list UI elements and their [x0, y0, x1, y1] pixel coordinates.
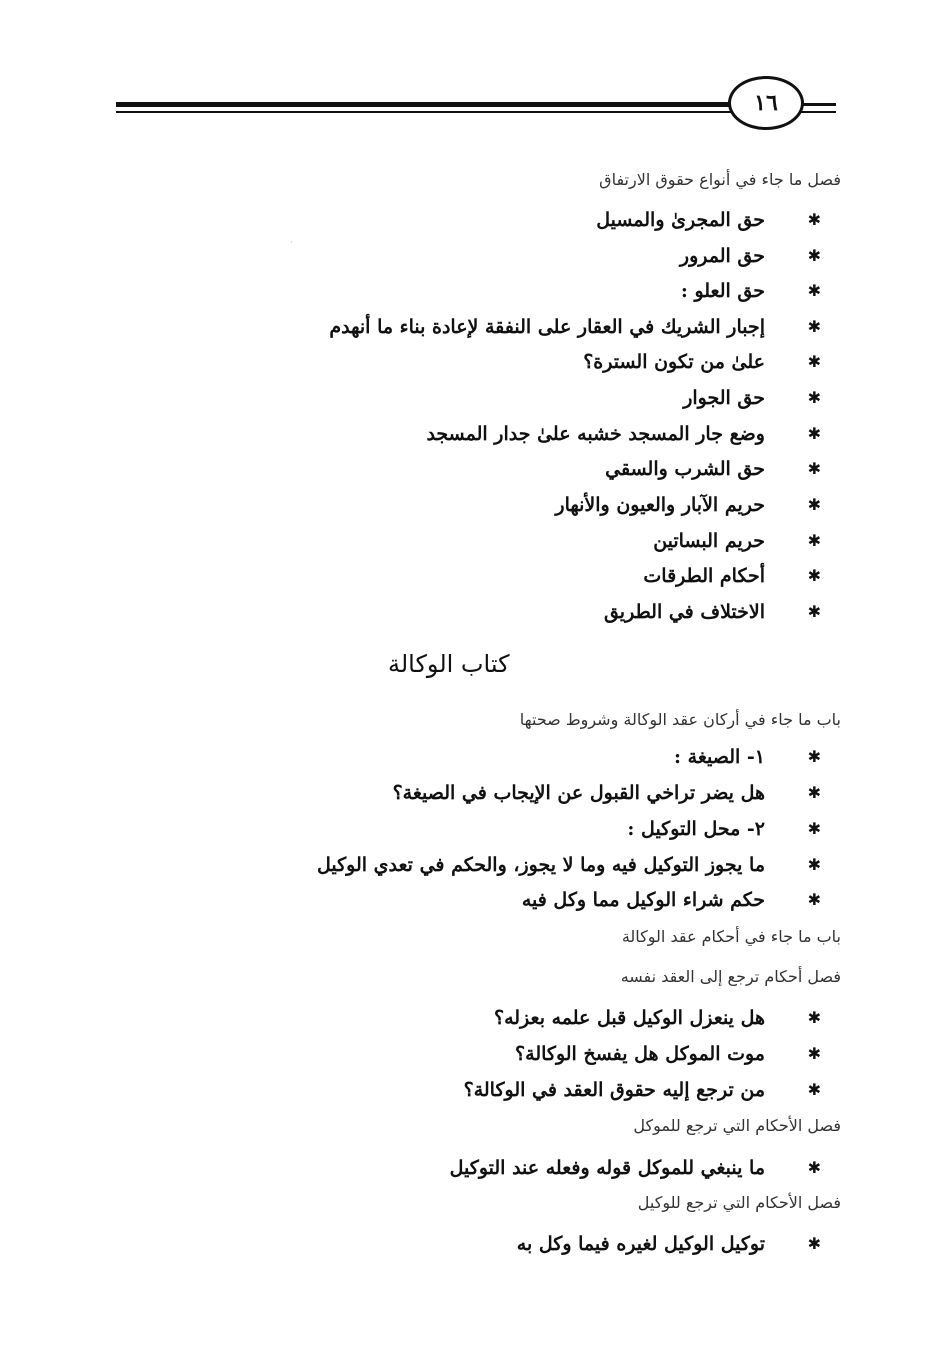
section-heading: باب ما جاء في أحكام عقد الوكالة [621, 927, 841, 946]
list-item: حريم البساتين [653, 530, 765, 552]
list-item: وضع جار المسجد خشبه علىٰ جدار المسجد [426, 423, 765, 445]
list-item: حريم الآبار والعيون والأنهار [555, 494, 765, 516]
bullet-star-icon: ✱ [807, 459, 821, 478]
section-heading: باب ما جاء في أركان عقد الوكالة وشروط صحتها [519, 710, 841, 729]
bullet-star-icon: ✱ [807, 819, 821, 838]
bullet-star-icon: ✱ [807, 281, 821, 300]
list-item: حق المرور [679, 245, 765, 267]
list-item: علىٰ من تكون السترة؟ [583, 351, 765, 373]
list-item: حكم شراء الوكيل مما وكل فيه [521, 889, 765, 911]
list-item: من ترجع إليه حقوق العقد في الوكالة؟ [463, 1079, 765, 1101]
page-number: ١٦ [728, 76, 804, 130]
bullet-star-icon: ✱ [807, 352, 821, 371]
list-item: هل يضر تراخي القبول عن الإيجاب في الصيغة؟ [392, 782, 765, 804]
bullet-star-icon: ✱ [807, 1008, 821, 1027]
section-heading: فصل ما جاء في أنواع حقوق الارتفاق [599, 170, 841, 189]
bullet-star-icon: ✱ [807, 495, 821, 514]
bullet-star-icon: ✱ [807, 566, 821, 585]
bullet-star-icon: ✱ [807, 424, 821, 443]
list-item: حق العلو : [680, 280, 765, 302]
list-item: ٢- محل التوكيل : [627, 818, 765, 840]
section-heading: فصل الأحكام التي ترجع للوكيل [637, 1193, 841, 1212]
list-item: ١- الصيغة : [674, 746, 765, 768]
bullet-star-icon: ✱ [807, 317, 821, 336]
list-item: إجبار الشريك في العقار على النفقة لإعادة بناء ما أنهدم [329, 316, 765, 338]
list-item: حق الجوار [683, 387, 765, 409]
stray-mark: · [290, 238, 293, 247]
list-item: هل ينعزل الوكيل قبل علمه بعزله؟ [493, 1007, 765, 1029]
bullet-star-icon: ✱ [807, 210, 821, 229]
list-item: موت الموكل هل يفسخ الوكالة؟ [515, 1043, 765, 1065]
bullet-star-icon: ✱ [807, 246, 821, 265]
section-heading: فصل أحكام ترجع إلى العقد نفسه [620, 967, 841, 986]
bullet-star-icon: ✱ [807, 1158, 821, 1177]
bullet-star-icon: ✱ [807, 1044, 821, 1063]
list-item: الاختلاف في الطريق [603, 601, 765, 623]
bullet-star-icon: ✱ [807, 1234, 821, 1253]
bullet-star-icon: ✱ [807, 531, 821, 550]
list-item: أحكام الطرقات [643, 565, 765, 587]
list-item: توكيل الوكيل لغيره فيما وكل به [516, 1233, 765, 1255]
bullet-star-icon: ✱ [807, 388, 821, 407]
bullet-star-icon: ✱ [807, 602, 821, 621]
section-heading: فصل الأحكام التي ترجع للموكل [633, 1116, 841, 1135]
bullet-star-icon: ✱ [807, 855, 821, 874]
bullet-star-icon: ✱ [807, 890, 821, 909]
list-item: حق المجرىٰ والمسيل [596, 209, 765, 231]
book-title: كتاب الوكالة [388, 650, 510, 678]
list-item: ما يجوز التوكيل فيه وما لا يجوز، والحكم في تعدي الوكيل [316, 854, 765, 876]
list-item: حق الشرب والسقي [605, 458, 765, 480]
list-item: ما ينبغي للموكل قوله وفعله عند التوكيل [449, 1157, 765, 1179]
bullet-star-icon: ✱ [807, 1080, 821, 1099]
bullet-star-icon: ✱ [807, 747, 821, 766]
bullet-star-icon: ✱ [807, 783, 821, 802]
